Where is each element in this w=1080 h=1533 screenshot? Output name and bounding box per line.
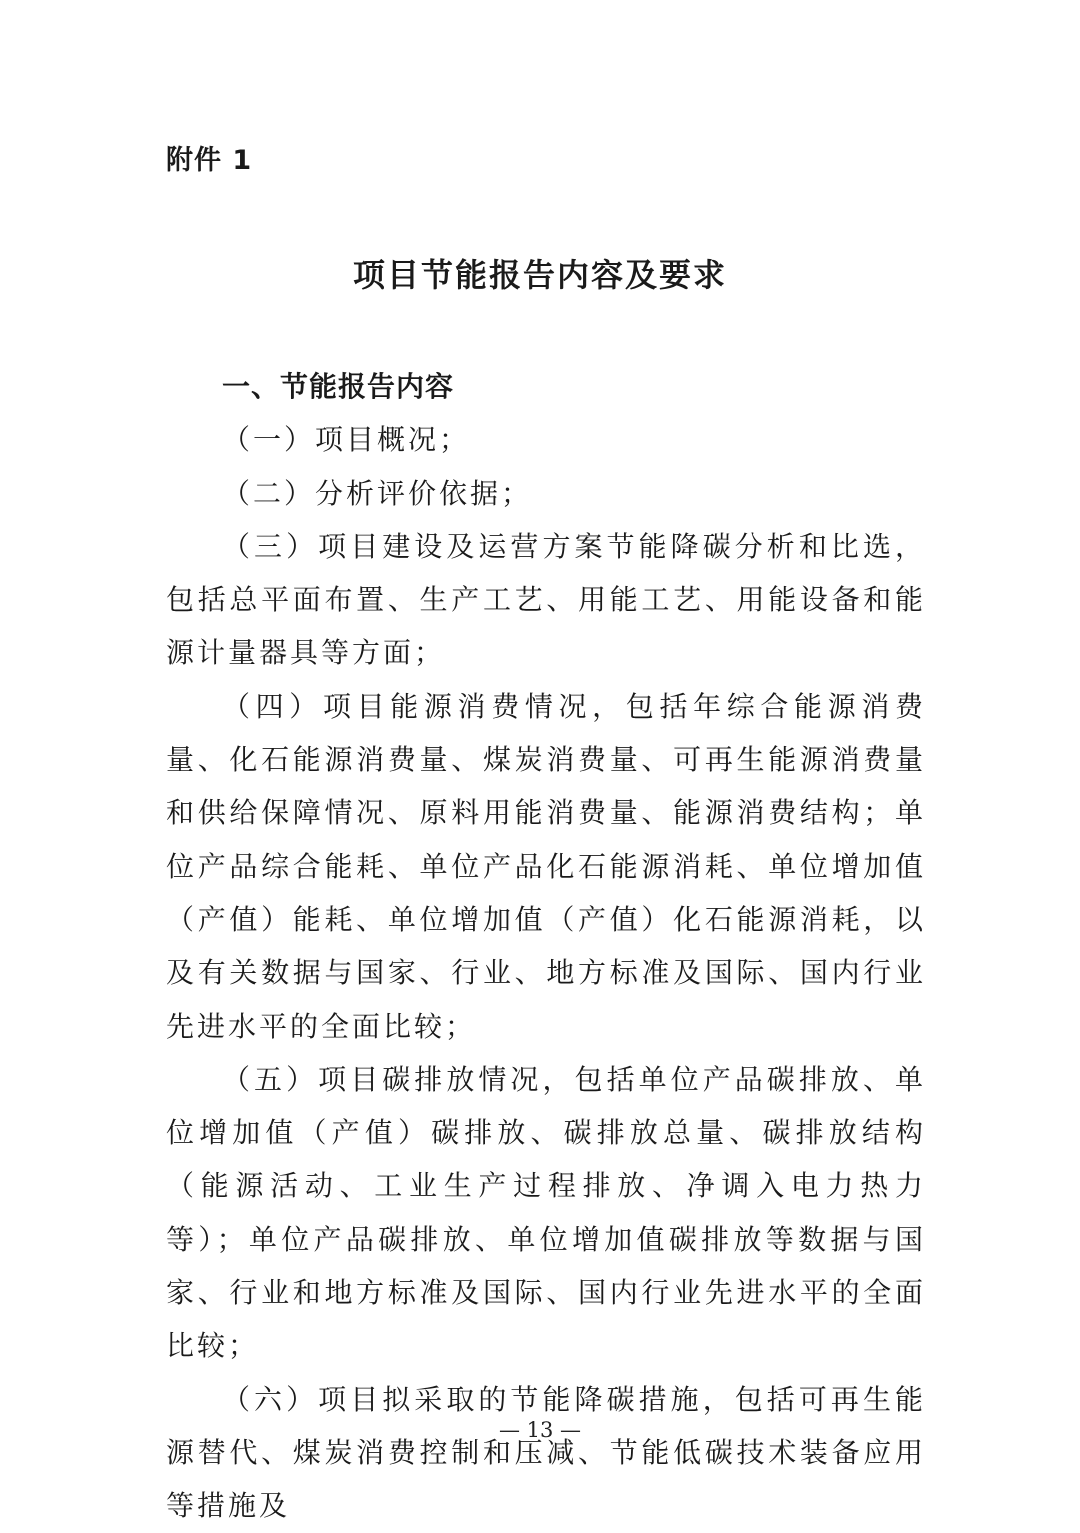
paragraph-item-1: （一）项目概况； bbox=[222, 423, 471, 457]
page-number: — 13 — bbox=[498, 1418, 582, 1442]
section-heading: 一、节能报告内容 bbox=[222, 370, 455, 403]
document-title: 项目节能报告内容及要求 bbox=[352, 256, 727, 294]
paragraph-item-3: （三）项目建设及运营方案节能降碳分析和比选，包括总平面布置、生产工艺、用能工艺、用能设备和能源计量器具等方面； bbox=[166, 529, 926, 670]
paragraph-item-6: （六）项目拟采取的节能降碳措施，包括可再生能源替代、煤炭消费控制和压减、节能低碳技术装备应用等措施及 bbox=[166, 1382, 926, 1523]
paragraph-item-5: （五）项目碳排放情况，包括单位产品碳排放、单位增加值（产值）碳排放、碳排放总量、碳排放结构（能源活动、工业生产过程排放、净调入电力热力等）；单位产品碳排放、单位增加值碳排放等数据与国家、行业和地方标准及国际、国内行业先进水平的全面比较； bbox=[166, 1062, 926, 1363]
paragraph-item-2: （二）分析评价依据； bbox=[222, 476, 533, 510]
attachment-label: 附件 1 bbox=[166, 145, 253, 176]
body-text bbox=[166, 360, 926, 1533]
paragraph-item-4: （四）项目能源消费情况，包括年综合能源消费量、化石能源消费量、煤炭消费量、可再生能源消费量和供给保障情况、原料用能消费量、能源消费结构；单位产品综合能耗、单位产品化石能源消耗、单位增加值（产值）能耗、单位增加值（产值）化石能源消耗，以及有关数据与国家、行业、地方标准及国际、国内行业先进水平的全面比较； bbox=[166, 689, 926, 1043]
